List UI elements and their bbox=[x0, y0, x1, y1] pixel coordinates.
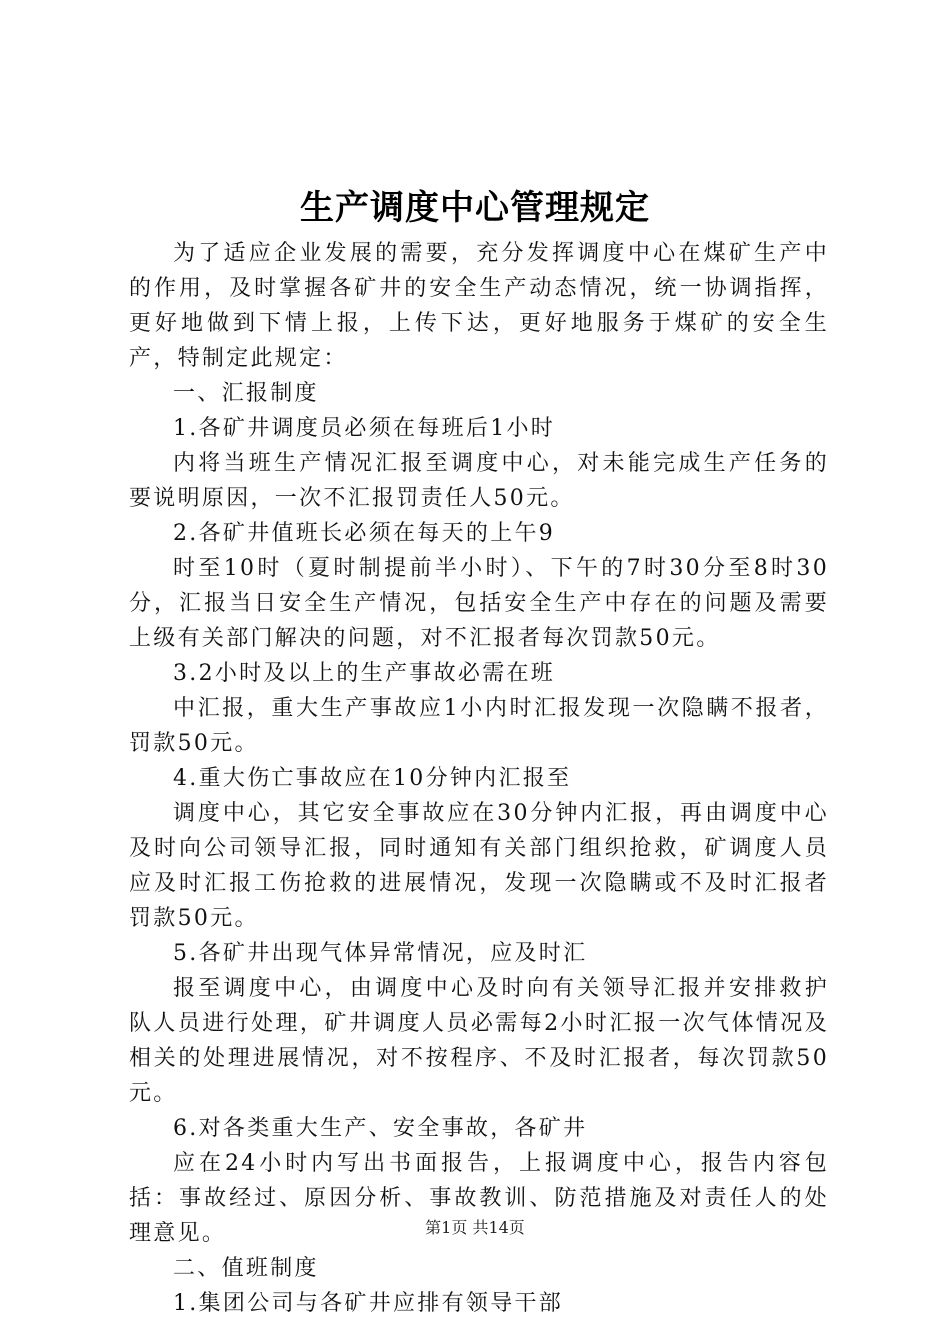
clause-heading: 3.2小时及以上的生产事故必需在班 bbox=[173, 661, 556, 686]
clause-heading: 1.集团公司与各矿井应排有领导干部 bbox=[173, 1291, 564, 1316]
page-number-footer: 第1页 共14页 bbox=[425, 1218, 525, 1237]
clause-heading: 2.各矿井值班长必须在每天的上午9 bbox=[173, 521, 556, 546]
clause-text: 内将当班生产情况汇报至调度中心，对未能完成生产任务的要说明原因，一次不汇报罚责任人50元。 bbox=[129, 451, 829, 511]
document-body bbox=[129, 236, 829, 1321]
clause-text: 调度中心，其它安全事故应在30分钟内汇报，再由调度中心及时向公司领导汇报，同时通知有关部门组织抢救，矿调度人员应及时汇报工伤抢救的进展情况，发现一次隐瞒或不及时汇报者罚款50元。 bbox=[129, 801, 829, 931]
clause-text: 应在24小时内写出书面报告，上报调度中心，报告内容包括：事故经过、原因分析、事故教训、防范措施及对责任人的处理意见。 bbox=[129, 1151, 829, 1246]
section-heading-duty: 二、值班制度 bbox=[173, 1256, 319, 1281]
clause-text: 报至调度中心，由调度中心及时向有关领导汇报并安排救护队人员进行处理，矿井调度人员必需每2小时汇报一次气体情况及相关的处理进展情况，对不按程序、不及时汇报者，每次罚款50元。 bbox=[129, 976, 829, 1106]
clause-heading: 6.对各类重大生产、安全事故，各矿井 bbox=[173, 1116, 588, 1141]
section-heading-reporting: 一、汇报制度 bbox=[173, 381, 319, 406]
clause-text: 时至10时（夏时制提前半小时）、下午的7时30分至8时30分，汇报当日安全生产情况，包括安全生产中存在的问题及需要上级有关部门解决的问题，对不汇报者每次罚款50元。 bbox=[129, 556, 829, 651]
clause-heading: 4.重大伤亡事故应在10分钟内汇报至 bbox=[173, 766, 572, 791]
clause-heading: 5.各矿井出现气体异常情况，应及时汇 bbox=[173, 941, 588, 966]
document-title: 生产调度中心管理规定 bbox=[300, 188, 650, 228]
paragraph-intro: 为了适应企业发展的需要，充分发挥调度中心在煤矿生产中的作用，及时掌握各矿井的安全生产动态情况，统一协调指挥，更好地做到下情上报，上传下达，更好地服务于煤矿的安全生产，特制定此规定： bbox=[129, 241, 829, 371]
clause-heading: 1.各矿井调度员必须在每班后1小时 bbox=[173, 416, 556, 441]
clause-text: 中汇报，重大生产事故应1小内时汇报发现一次隐瞒不报者，罚款50元。 bbox=[129, 696, 829, 756]
